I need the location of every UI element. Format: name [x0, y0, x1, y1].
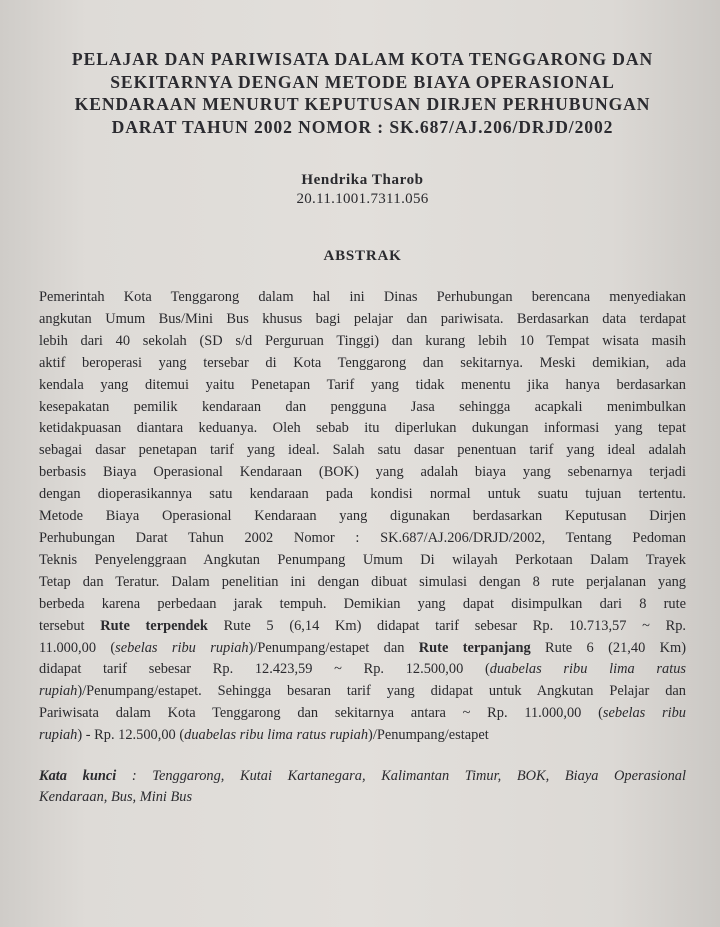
abstract-line: Tetap dan Teratur. Dalam penelitian ini dengan dibuat simulasi dengan 8 rute perjalanan yang — [39, 573, 686, 590]
title-line: PELAJAR DAN PARIWISATA DALAM KOTA TENGGARONG DAN — [71, 49, 654, 69]
abstract-line: berbasis Biaya Operasional Kendaraan (BOK) yang adalah biaya yang sebenarnya terjadi — [39, 464, 686, 481]
abstract-line: kendala yang ditemui yaitu Penetapan Tarif yang tidak menentu jika hanya berdasarkan — [39, 376, 686, 393]
keywords-line — [39, 766, 686, 787]
abstract-line — [39, 638, 686, 660]
abstract-line: Perhubungan Darat Tahun 2002 Nomor : SK.687/AJ.206/DRJD/2002, Tentang Pedoman — [39, 529, 686, 546]
text-run-italic: duabelas ribu lima ratus — [489, 661, 686, 678]
abstract-line — [39, 616, 686, 638]
text-run-italic: sebelas ribu rupiah — [115, 639, 249, 656]
abstract-line — [39, 659, 686, 681]
text-run: Rute 5 (6,14 Km) didapat tarif sebesar Rp. 10.713,57 ~ Rp. — [207, 617, 687, 634]
abstract-line: lebih dari 40 sekolah (SD s/d Perguruan Tinggi) dan kurang lebih 10 Tempat wisata masih — [39, 332, 686, 349]
abstract-body — [39, 287, 686, 747]
keywords-label: Kata kunci — [39, 768, 117, 785]
abstract-line: angkutan Umum Bus/Mini Bus khusus bagi pelajar dan pariwisata. Berdasarkan data terdapat — [39, 310, 686, 327]
text-run-italic: duabelas ribu lima ratus rupiah — [184, 727, 369, 744]
abstract-line: berbeda karena perbedaan jarak tempuh. Demikian yang dapat disimpulkan dari 8 rute — [39, 595, 686, 612]
keywords-line: Kendaraan, Bus, Mini Bus — [39, 789, 193, 806]
paper-title — [39, 48, 686, 138]
abstract-line: dengan dioperasikannya satu kendaraan pada kondisi normal untuk suatu tujuan tertentu. — [39, 486, 686, 503]
abstract-line: Pemerintah Kota Tenggarong dalam hal ini Dinas Perhubungan berencana menyediakan — [39, 289, 686, 305]
text-run: Rute 6 (21,40 Km) — [530, 639, 686, 656]
abstract-line: kesepakatan pemilik kendaraan dan pengguna Jasa sehingga acapkali menimbulkan — [39, 398, 686, 415]
text-run: ) - Rp. 12.500,00 ( — [77, 727, 185, 744]
abstract-line — [39, 725, 686, 747]
title-line: KENDARAAN MENURUT KEPUTUSAN DIRJEN PERHUBUNGAN — [74, 94, 651, 114]
student-id: 20.11.1001.7311.056 — [296, 191, 429, 207]
abstract-line: Teknis Penyelenggraan Angkutan Penumpang Umum Di wilayah Perkotaan Dalam Trayek — [39, 551, 686, 568]
text-run-italic: rupiah — [39, 683, 78, 700]
text-run: )/Penumpang/estapet dan — [248, 639, 419, 656]
abstract-heading: ABSTRAK — [323, 248, 402, 264]
abstract-line — [39, 703, 686, 725]
keywords-section — [39, 766, 686, 808]
text-run: Pariwisata dalam Kota Tenggarong dan sekitarnya antara ~ Rp. 11.000,00 ( — [39, 705, 603, 722]
author-name: Hendrika Tharob — [301, 172, 424, 188]
keywords-text: : Tenggarong, Kutai Kartanegara, Kalimantan Timur, BOK, Biaya Operasional — [116, 768, 686, 785]
text-run: 11.000,00 ( — [39, 639, 116, 656]
text-run-italic: sebelas ribu — [602, 705, 686, 722]
text-run: tersebut — [39, 617, 101, 634]
text-run-italic: rupiah — [39, 727, 78, 744]
abstract-line: sebagai dasar penetapan tarif yang ideal. Salah satu dasar penentuan tarif yang ideal adalah — [39, 442, 686, 459]
abstract-line: ketidakpuasan diantara keduanya. Oleh sebab itu diperlukan dukungan informasi yang tepat — [39, 420, 686, 437]
title-line: SEKITARNYA DENGAN METODE BIAYA OPERASIONAL — [110, 71, 615, 92]
abstract-line — [39, 681, 686, 703]
text-run: )/Penumpang/estapet — [368, 727, 489, 744]
text-run: didapat tarif sebesar Rp. 12.423,59 ~ Rp. 12.500,00 ( — [39, 661, 490, 678]
shortest-route-label: Rute terpendek — [100, 617, 208, 634]
abstract-line: Metode Biaya Operasional Kendaraan yang digunakan berdasarkan Keputusan Dirjen — [39, 508, 686, 525]
title-line: DARAT TAHUN 2002 NOMOR : SK.687/AJ.206/DRJD/2002 — [111, 116, 614, 137]
text-run: )/Penumpang/estapet. Sehingga besaran tarif yang didapat untuk Angkutan Pelajar dan — [77, 683, 686, 700]
abstract-line: aktif beroperasi yang tersebar di Kota Tenggarong dan sekitarnya. Meski demikian, ada — [39, 354, 686, 371]
longest-route-label: Rute terpanjang — [418, 639, 531, 656]
